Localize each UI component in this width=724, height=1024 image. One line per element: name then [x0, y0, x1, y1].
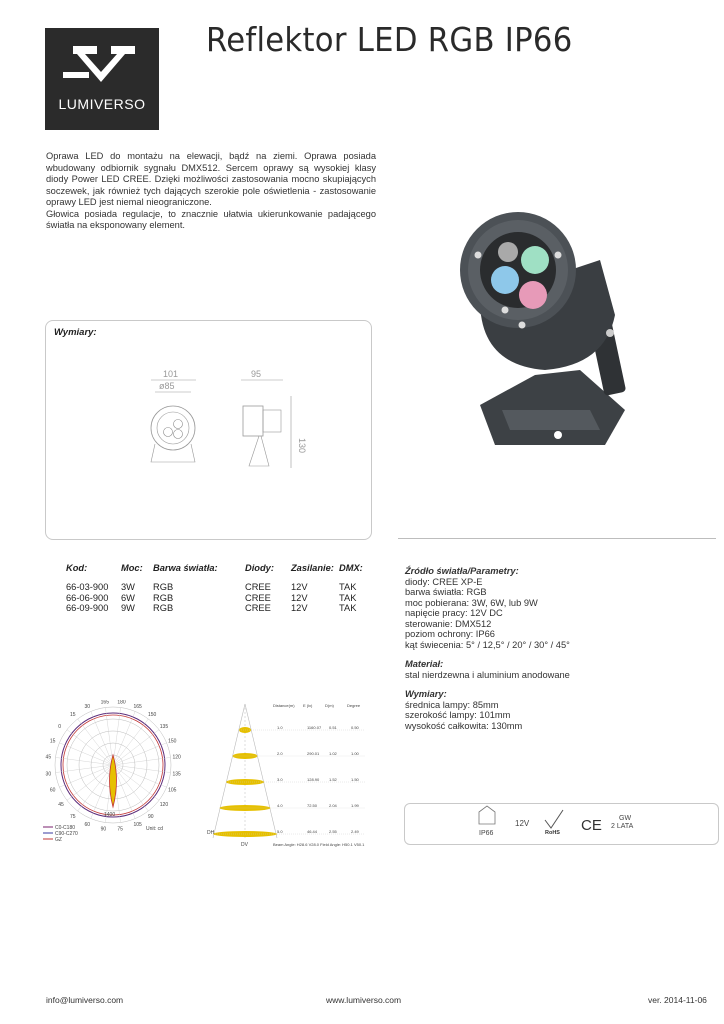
product-description	[46, 151, 376, 232]
table-row	[66, 582, 363, 593]
cone-cell: 46.44	[307, 829, 318, 834]
page-title: Reflektor LED RGB IP66	[206, 20, 573, 59]
polar-angle-label: 30	[45, 771, 52, 778]
cone-cell: 5.0	[277, 829, 283, 834]
table-header: Moc:	[121, 563, 143, 573]
certification-icons-panel	[404, 803, 719, 845]
polar-angle-label: 105	[168, 787, 177, 794]
polar-angle-label: 45	[45, 754, 52, 761]
table-header: DMX:	[339, 563, 363, 573]
cone-cell: 2.55	[329, 829, 337, 834]
table-cell: CREE	[245, 592, 271, 603]
cone-shape	[213, 704, 277, 838]
footer-website[interactable]: www.lumiverso.com	[326, 995, 402, 1005]
polar-angle-label: 90	[100, 826, 107, 833]
cone-cell: 0.51	[329, 725, 337, 730]
table-cell: 66-06-900	[66, 592, 109, 603]
rohs-label: RoHS	[545, 830, 560, 836]
polar-angle-label: 135	[172, 771, 181, 778]
cone-cell: 1.00	[351, 751, 359, 756]
illuminance-cone-chart	[205, 700, 375, 850]
cone-header-label: E (lx)	[303, 703, 313, 708]
dimension-drawing	[141, 366, 311, 476]
table-header: Diody:	[245, 563, 274, 573]
front-diameter-label: ø85	[159, 381, 175, 391]
polar-angle-label: 15	[70, 712, 76, 719]
polar-angle-label: 30	[84, 703, 91, 710]
polar-center-label: 1400	[104, 812, 116, 818]
cone-cell: 4.0	[277, 803, 283, 808]
ce-mark: CE	[581, 817, 602, 834]
param-line: napięcie pracy: 12V DC	[405, 608, 503, 618]
beam-lobe	[110, 755, 117, 807]
param-line: stal nierdzewna i aluminium anodowane	[405, 669, 570, 680]
product-photo	[440, 205, 650, 455]
cone-axis-bottom: DV	[241, 842, 248, 848]
table-cell: RGB	[153, 582, 174, 592]
polar-angle-label: 180	[117, 700, 126, 706]
param-line: sterowanie: DMX512	[405, 618, 492, 629]
cone-cell: 2.04	[329, 803, 337, 808]
dimensions-label: Wymiary:	[54, 327, 97, 338]
polar-angle-label: 165	[133, 703, 142, 710]
source-header: Źródło światła/Parametry:	[405, 566, 519, 576]
footer-version: ver. 2014-11-06	[648, 995, 707, 1005]
rohs-check-icon	[545, 810, 563, 828]
cone-cell: 1.99	[351, 803, 359, 808]
table-cell: 12V	[291, 603, 308, 613]
param-line: diody: CREE XP-E	[405, 576, 483, 587]
polar-angle-label: 150	[168, 738, 177, 745]
table-cell: 12V	[291, 592, 308, 603]
voltage-label: 12V	[515, 819, 530, 828]
ip-house-icon	[479, 806, 495, 824]
table-cell: 66-09-900	[66, 603, 109, 613]
cone-cell: 1160.07	[307, 725, 322, 730]
dimensions-panel	[45, 320, 372, 540]
material-header: Materiał:	[405, 659, 444, 669]
table-row	[66, 593, 363, 604]
table-cell: TAK	[339, 592, 357, 603]
dims-header: Wymiary:	[405, 689, 447, 699]
warranty-label-line2: 2 LATA	[611, 823, 634, 830]
table-cell: 12V	[291, 582, 308, 592]
table-cell: 66-03-900	[66, 582, 109, 592]
cone-cell: 1.50	[351, 777, 359, 782]
table-header: Barwa światła:	[153, 563, 218, 573]
table-cell: 6W	[121, 592, 135, 603]
table-cell: 3W	[121, 582, 135, 592]
cone-cell: 3.0	[277, 777, 283, 782]
cone-cell: 1.0	[277, 725, 283, 730]
warranty-label-line1: GW	[619, 815, 632, 822]
cone-cell: 1.52	[329, 777, 337, 782]
polar-angle-label: 120	[172, 754, 181, 761]
polar-angle-label: 60	[49, 787, 56, 794]
illuminance-ellipse	[220, 805, 271, 811]
table-cell: TAK	[339, 582, 357, 592]
polar-angle-label: 45	[58, 801, 64, 808]
table-cell: 9W	[121, 603, 135, 613]
polar-angle-label: 90	[147, 813, 154, 820]
param-line: barwa światła: RGB	[405, 587, 487, 597]
param-line: moc pobierana: 3W, 6W, lub 9W	[405, 597, 538, 608]
spec-table	[66, 563, 363, 614]
param-line: szerokość lampy: 101mm	[405, 710, 511, 720]
polar-angle-label: 75	[117, 826, 123, 833]
table-row	[66, 603, 363, 614]
polar-angle-label: 60	[84, 822, 91, 829]
table-cell: CREE	[245, 603, 271, 613]
cone-axis-left: DH	[207, 830, 215, 836]
polar-angle-label: 165	[100, 700, 109, 706]
brand-logo	[45, 28, 159, 130]
table-header: Kod:	[66, 563, 88, 573]
polar-angle-label: 75	[70, 813, 76, 820]
polar-angle-label: 135	[159, 724, 169, 731]
ip-label: IP66	[479, 830, 494, 837]
cone-header-label: Distance(m)	[273, 703, 295, 708]
certification-icons	[405, 804, 718, 844]
side-depth-label: 95	[251, 369, 262, 379]
table-cell: TAK	[339, 603, 357, 613]
cone-cell: 72.50	[307, 803, 318, 808]
param-line: kąt świecenia: 5° / 12,5° / 20° / 30° / 45°	[405, 639, 570, 650]
legend-entry: C0-C180	[55, 825, 76, 831]
polar-unit-label: Unit: cd	[146, 826, 163, 832]
side-height-label: 130	[297, 438, 307, 454]
polar-angle-label: 120	[159, 801, 169, 808]
legend-entry: GZ	[55, 837, 62, 843]
table-cell: RGB	[153, 603, 174, 613]
param-line: poziom ochrony: IP66	[405, 629, 495, 639]
divider	[398, 538, 716, 539]
cone-footer: Beam Angle: H28.6 V28.0 Field Angle: H50.1 V50.1	[273, 842, 365, 847]
polar-light-distribution-chart	[38, 700, 188, 850]
footer-email[interactable]: info@lumiverso.com	[46, 995, 124, 1005]
cone-cell: 128.90	[307, 777, 320, 782]
polar-angle-label: 15	[49, 738, 56, 745]
table-cell: CREE	[245, 582, 271, 592]
polar-angle-label: 0	[58, 724, 62, 731]
legend-entry: C90-C270	[55, 831, 78, 837]
param-line: średnica lampy: 85mm	[405, 699, 499, 710]
front-width-label: 101	[163, 369, 179, 379]
table-cell: RGB	[153, 592, 174, 603]
polar-angle-label: 150	[147, 712, 157, 719]
logo-wordmark: LUMIVERSO	[58, 96, 146, 112]
cone-cell: 1.02	[329, 751, 337, 756]
description-paragraph: Głowica posiada regulacje, to znacznie ułatwia ukierunkowanie padającego światła na eksponowany element.	[46, 208, 376, 230]
cone-cell: 290.01	[307, 751, 320, 756]
polar-angle-label: 105	[133, 822, 142, 829]
table-header: Zasilanie:	[291, 563, 334, 573]
description-paragraph: Oprawa LED do montażu na elewacji, bądź na ziemi. Oprawa posiada wbudowany odbiornik sygnału DMX512. Sercem oprawy są wysokiej klasy diody Power LED CREE. Dzięki możliwości zastosowania mocno skupiających soczewek, jak również tych dających szerokie pole oświetlenia - zastosowanie oprawy LED jest niemal nieograniczone.	[46, 151, 376, 207]
param-line: wysokość całkowita: 130mm	[405, 720, 523, 731]
cone-cell: 0.50	[351, 725, 359, 730]
logo-mark-icon	[45, 28, 159, 98]
cone-cell: 2.0	[277, 751, 283, 756]
cone-cell: 2.49	[351, 829, 359, 834]
cone-header-label: D(m)	[325, 703, 334, 708]
parameters-section	[405, 566, 705, 740]
cone-header-label: Degree	[347, 703, 361, 708]
